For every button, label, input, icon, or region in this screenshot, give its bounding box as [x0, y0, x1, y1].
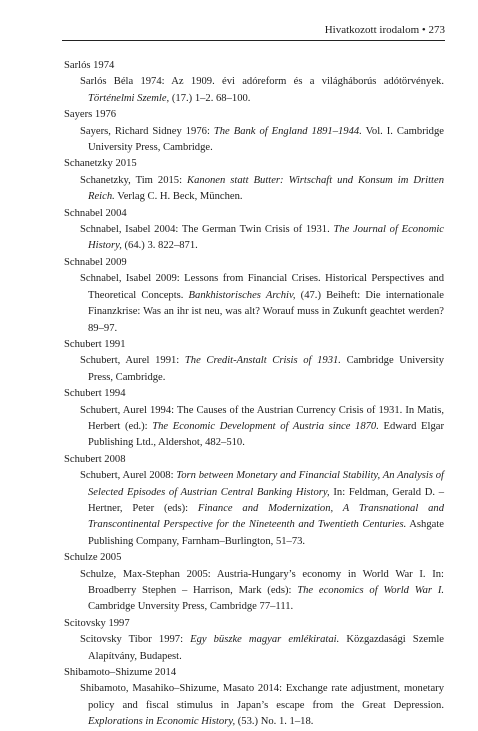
- reference-text: Scitovsky Tibor 1997:: [80, 634, 191, 646]
- entry-key: Schnabel 2009: [64, 256, 127, 268]
- reference-text: Schnabel, Isabel 2004: The German Twin Crisis of 1931.: [80, 224, 334, 236]
- entry-key: Sarlós 1974: [64, 60, 115, 71]
- reference-title: Egy büszke magyar emlékiratai.: [190, 634, 340, 646]
- entry-key: Schubert 2008: [64, 453, 126, 465]
- bibliography-entry: [64, 337, 444, 386]
- bibliography-entry: [64, 452, 444, 550]
- reference-title: The Bank of England 1891–1944.: [213, 125, 362, 137]
- bibliography-entry: [64, 206, 444, 255]
- bibliography-entry: [64, 156, 444, 205]
- reference-text: Shibamoto, Masahiko–Shizume, Masato 2014: Exchange rate adjustment, monetary policy and fiscal stimulus in Japan’s escape from the Great Depression.: [80, 683, 444, 711]
- entry-key: Schubert 1991: [64, 338, 126, 350]
- reference-text: Ashgate Publishing Company, Farnham–Burlington, 51–73.: [88, 519, 445, 547]
- bibliography-entry: [64, 255, 444, 337]
- reference-title: The Economic Development of Austria since 1870.: [152, 420, 379, 432]
- header-separator: •: [421, 24, 426, 36]
- reference-title: The Credit-Anstalt Crisis of 1931.: [184, 355, 341, 367]
- reference-text: Közgazdasági Szemle Alapítvány, Budapest.: [88, 634, 444, 662]
- reference-text: (53.) No. 1. 1–18.: [235, 716, 314, 728]
- reference-text: Schanetzky, Tim 2015:: [80, 174, 188, 186]
- reference-text: (17.) 1–2. 68–100.: [169, 92, 251, 104]
- reference-title: Explorations in Economic History,: [88, 716, 236, 728]
- bibliography-entry: [64, 616, 444, 665]
- reference-text: Cambridge University Press, Cambridge.: [88, 355, 445, 383]
- entry-reference: [64, 173, 444, 206]
- entry-reference: [64, 353, 444, 386]
- reference-text: Schubert, Aurel 1994: The Causes of the Austrian Currency Crisis of 1931. In Matis, Herbert (ed.):: [80, 404, 444, 432]
- entry-reference: [64, 468, 444, 550]
- bibliography-entry: [64, 107, 444, 156]
- reference-text: Schubert, Aurel 1991:: [80, 355, 185, 367]
- reference-text: Vol. I. Cambridge University Press, Cambridge.: [88, 125, 444, 154]
- reference-text: Verlag C. H. Beck, München.: [114, 191, 243, 203]
- reference-text: (64.) 3. 822–871.: [121, 240, 198, 252]
- entry-key: Schulze 2005: [64, 552, 122, 564]
- bibliography-entry: [64, 665, 444, 731]
- reference-text: Schnabel, Isabel 2009: Lessons from Financial Crises. Historical Perspectives and Theoretical Concepts.: [80, 273, 444, 301]
- reference-title: Kanonen statt Butter: Wirtschaft und Konsum im Dritten Reich.: [88, 174, 444, 203]
- reference-text: (47.) Beiheft: Die internationale Finanzkrise: Was an ihr ist neu, was alt? Worauf muss in Zukunft geachtet werden? 89–97.: [88, 289, 444, 334]
- running-title: Hivatkozott irodalom: [324, 24, 420, 36]
- entry-key: Scitovsky 1997: [64, 617, 130, 629]
- entry-key: Schubert 1994: [64, 388, 126, 400]
- reference-title: Történelmi Szemle,: [88, 92, 170, 104]
- reference-text: Sarlós Béla 1974: Az 1909. évi adóreform és a világháborús adótörvények.: [80, 76, 444, 88]
- entry-reference: [64, 567, 444, 616]
- bibliography-entry: [64, 58, 444, 107]
- reference-text: Edward Elgar Publishing Ltd., Aldershot, 482–510.: [88, 420, 444, 449]
- bibliography-list: [64, 58, 444, 731]
- entry-reference: [64, 403, 444, 452]
- reference-title: The Journal of Economic History,: [88, 224, 444, 252]
- entry-reference: [64, 74, 444, 107]
- reference-text: Schubert, Aurel 2008:: [80, 470, 177, 482]
- running-head: [325, 23, 445, 37]
- entry-reference: [64, 124, 444, 157]
- reference-text: Cambridge Unversity Press, Cambridge 77–111.: [88, 601, 294, 613]
- entry-key: Schnabel 2004: [64, 207, 127, 219]
- reference-title: Bankhistorisches Archiv,: [188, 289, 296, 301]
- bibliography-entry: [64, 550, 444, 616]
- entry-key: Schanetzky 2015: [64, 158, 137, 170]
- header-rule: [62, 40, 445, 41]
- reference-text: Sayers, Richard Sidney 1976:: [80, 125, 214, 137]
- reference-title: Finance and Modernization, A Transnational and Transcontinental Perspective for the Nineteenth and Twentieth Centuries.: [88, 502, 444, 531]
- entry-reference: [64, 271, 444, 337]
- entry-reference: [64, 681, 444, 730]
- reference-text: Schulze, Max-Stephan 2005: Austria-Hungary’s economy in World War I. In: Broadberry Stephen – Harrison, Mark (eds):: [80, 568, 444, 596]
- reference-text: In: Feldman, Gerald D. – Hertner, Peter (eds):: [88, 486, 444, 514]
- reference-title: The economics of World War I.: [297, 585, 444, 596]
- entry-key: Shibamoto–Shizume 2014: [64, 667, 177, 679]
- bibliography-entry: [64, 386, 444, 452]
- reference-title: Torn between Monetary and Financial Stability, An Analysis of Selected Episodes of Austrian Central Banking History,: [88, 470, 444, 498]
- page-number: 273: [428, 24, 445, 36]
- entry-reference: [64, 632, 444, 665]
- entry-key: Sayers 1976: [64, 109, 117, 121]
- entry-reference: [64, 222, 444, 255]
